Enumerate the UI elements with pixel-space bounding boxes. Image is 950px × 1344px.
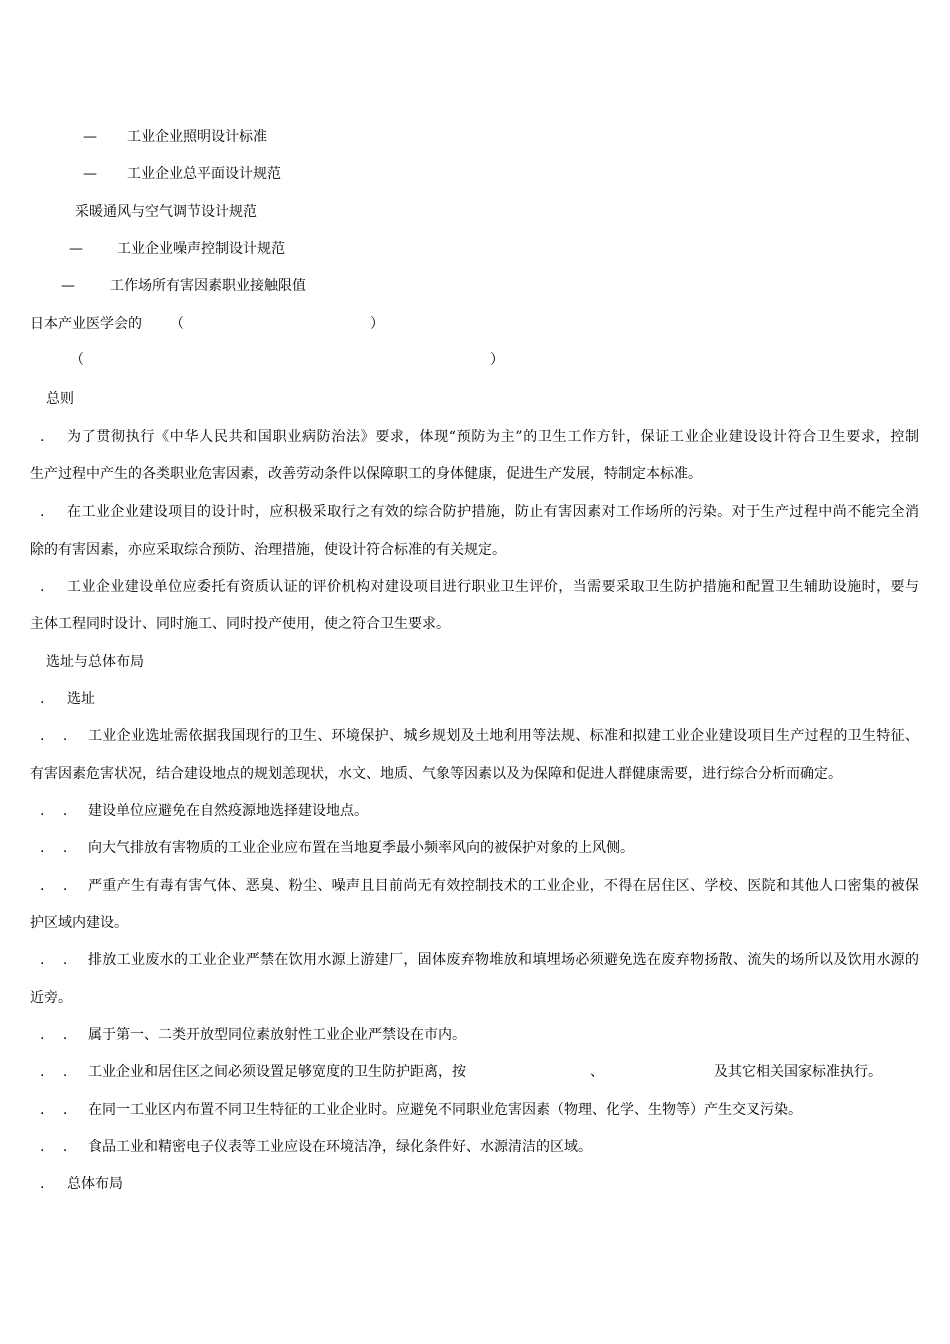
list-dash: — <box>61 278 75 294</box>
paragraph-line: 工业企业建设单位应委托有资质认证的评价机构对建设项目进行职业卫生评价，当需要采取卫生防护措施和配置卫生辅助设施时，要与 <box>67 579 919 595</box>
paragraph-line: 近旁。 <box>30 990 72 1006</box>
clause-marker: . <box>40 429 45 445</box>
paragraph-line: 工业企业和居住区之间必须设置足够宽度的卫生防护距离，按 <box>88 1064 466 1080</box>
clause-marker: . . <box>40 1027 68 1043</box>
subsection-heading: 选址 <box>67 691 95 707</box>
clause-marker: . . <box>40 840 68 856</box>
paragraph-line: 食品工业和精密电子仪表等工业应设在环境洁净，绿化条件好、水源清洁的区域。 <box>88 1139 592 1155</box>
paragraph-line: 建设单位应避免在自然疫源地选择建设地点。 <box>88 803 368 819</box>
clause-marker: . <box>40 579 45 595</box>
paragraph-line: 生产过程中产生的各类职业危害因素，改善劳动条件以保障职工的身体健康，促进生产发展，特制定本标准。 <box>30 466 702 482</box>
clause-marker: . . <box>40 1102 68 1118</box>
paragraph-line: 向大气排放有害物质的工业企业应布置在当地夏季最小频率风向的被保护对象的上风侧。 <box>88 840 634 856</box>
reference-item: 采暖通风与空气调节设计规范 <box>75 204 257 220</box>
clause-marker: . . <box>40 728 68 744</box>
paragraph-line: 属于第一、二类开放型同位素放射性工业企业严禁设在市内。 <box>88 1027 466 1043</box>
paragraph-line: 护区域内建设。 <box>30 915 128 931</box>
clause-marker: . <box>40 691 45 707</box>
reference-item: 工业企业噪声控制设计规范 <box>117 241 285 257</box>
paragraph-line: 主体工程同时设计、同时施工、同时投产使用，使之符合卫生要求。 <box>30 616 450 632</box>
reference-item: 工作场所有害因素职业接触限值 <box>110 278 306 294</box>
clause-marker: . . <box>40 803 68 819</box>
paragraph-line: 有害因素危害状况，结合建设地点的规划恙现状，水文、地质、气象等因素以及为保障和促进人群健康需要，进行综合分析而确定。 <box>30 766 842 782</box>
reference-item: 工业企业照明设计标准 <box>127 129 267 145</box>
clause-marker: . <box>40 504 45 520</box>
paragraph-line: 除的有害因素，亦应采取综合预防、治理措施，使设计符合标准的有关规定。 <box>30 542 506 558</box>
open-paren: （ <box>170 316 184 332</box>
paragraph-line: 为了贯彻执行《中华人民共和国职业病防治法》要求，体现“预防为主”的卫生工作方针，保证工业企业建设设计符合卫生要求，控制 <box>67 429 919 445</box>
section-heading: 总则 <box>46 391 74 407</box>
clause-marker: . <box>40 1176 45 1192</box>
paragraph-line: 在工业企业建设项目的设计时，应积极采取行之有效的综合防护措施，防止有害因素对工作场所的污染。对于生产过程中尚不能完全消 <box>67 504 919 520</box>
clause-marker: . . <box>40 1064 68 1080</box>
clause-marker: . . <box>40 952 68 968</box>
open-paren: （ <box>70 352 84 368</box>
reference-item: 工业企业总平面设计规范 <box>127 166 281 182</box>
list-dash: — <box>69 241 83 257</box>
close-paren: ） <box>490 352 504 368</box>
clause-marker: . . <box>40 1139 68 1155</box>
section-heading: 选址与总体布局 <box>46 654 144 670</box>
separator-mark: 、 <box>590 1064 604 1080</box>
paragraph-line: 工业企业选址需依据我国现行的卫生、环境保护、城乡规划及土地利用等法规、标准和拟建工业企业建设项目生产过程的卫生特征、 <box>88 728 919 744</box>
reference-item: 日本产业医学会的 <box>30 316 142 332</box>
subsection-heading: 总体布局 <box>67 1176 123 1192</box>
paragraph-line: 在同一工业区内布置不同卫生特征的工业企业时。应避免不同职业危害因素（物理、化学、生物等）产生交叉污染。 <box>88 1102 802 1118</box>
paragraph-line: 严重产生有毒有害气体、恶臭、粉尘、噪声且目前尚无有效控制技术的工业企业，不得在居住区、学校、医院和其他人口密集的被保 <box>88 878 919 894</box>
clause-marker: . . <box>40 878 68 894</box>
paragraph-line: 及其它相关国家标准执行。 <box>714 1064 882 1080</box>
list-dash: — <box>83 129 97 145</box>
close-paren: ） <box>370 316 384 332</box>
list-dash: — <box>83 166 97 182</box>
paragraph-line: 排放工业废水的工业企业严禁在饮用水源上游建厂，固体废弃物堆放和填埋场必须避免选在废弃物扬散、流失的场所以及饮用水源的 <box>88 952 919 968</box>
